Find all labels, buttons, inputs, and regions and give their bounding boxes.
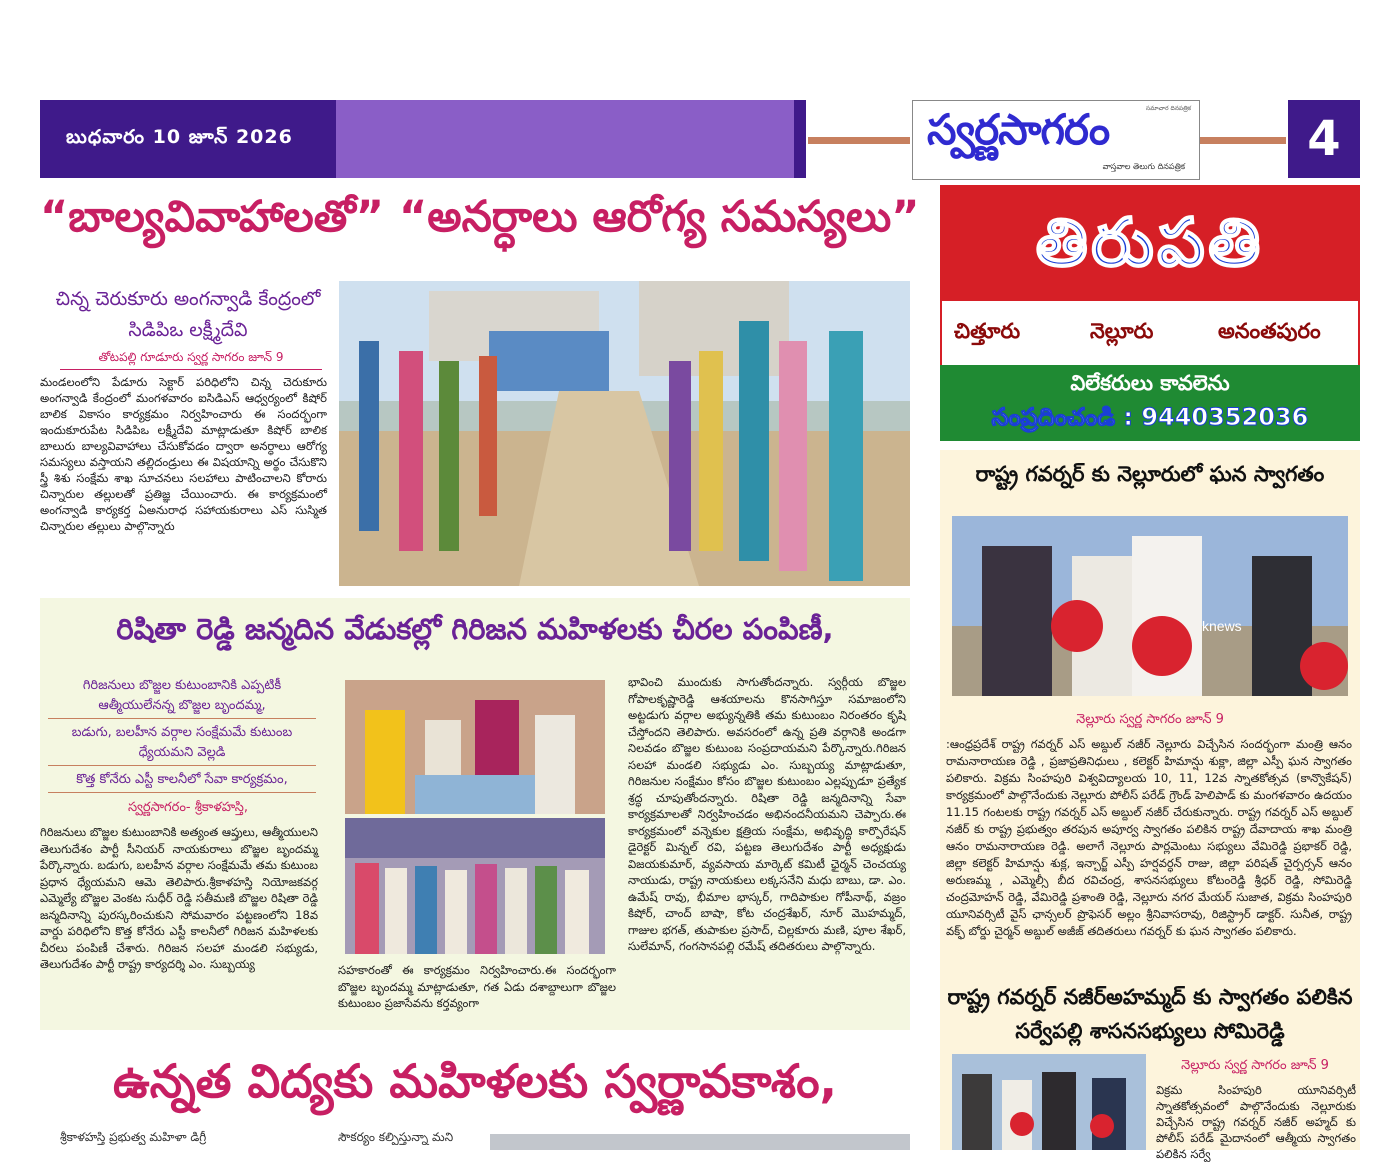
- issue-date: బుధవారం 10 జూన్ 2026: [66, 126, 293, 148]
- header-band: [336, 100, 794, 178]
- article3-headline: ఉన్నత విద్యకు మహిళలకు స్వర్ణావకాశం,: [112, 1054, 837, 1108]
- article3-photo: [490, 1134, 910, 1150]
- header-rule-right: [1200, 137, 1286, 144]
- article1-body: మండలంలోని పేడూరు సెక్టార్ పరిధిలోని చిన్న చెరుకూరు అంగన్వాడి కేంద్రంలో మంగళవారం ఐసిడిఎస్ ఆధ్వర్యంలో కిషోర్ బాలిక వికాసం కార్యక్రమం నిర్వహించారు ఈ సందర్భంగా ఇందుకూరుపేట సిడిపిఒ లక్ష్మీదేవి మాట్లాడుతూ కిషోర్ బాలిక బాలురు బాల్యవివాహాలు చేసుకోవడం ద్వారా అనర్ధాలు ఆరోగ్య సమస్యలు వస్తాయని తల్లిదండ్రులు ఈ విషయాన్ని అర్థం చేసుకొని స్త్రీ శిశు సంక్షేమ శాఖ సూచనలు సలహాలు పాటించాలని కోరారు చిన్నారుల తల్లులతో ప్రతిజ్ఞ చేయించారు. ఈ కార్యక్రమంలో అంగన్వాడి కార్యకర్త ఏఅనురాధ సహాయకురాలు ఎస్ సుస్మిత చిన్నారుల తల్లులు పాల్గొన్నారు: [40, 375, 327, 533]
- masthead-subtitle: వాస్తవాల తెలుగు దినపత్రిక: [1102, 162, 1185, 171]
- sidebar-headline-2: రాష్ట్ర గవర్నర్ నజీర్అహమ్మద్ కు స్వాగతం పలికిన సర్వేపల్లి శాసనసభ్యులు సోమిరెడ్డి: [947, 985, 1353, 1043]
- recruitment-advert: [940, 185, 1360, 441]
- article2-dateline: స్వర్ణసాగరం- శ్రీకాళహస్తి,: [128, 800, 248, 815]
- masthead-logo: [912, 100, 1200, 180]
- sidebar-headline-1: రాష్ట్ర గవర్నర్ కు నెల్లూరులో ఘన స్వాగతం: [975, 462, 1325, 486]
- article2-deck-line: బడుగు, బలహీన వర్గాల సంక్షేమమే కుటుంబ ధ్యేయమని వెల్లడి: [48, 723, 316, 766]
- article2-photo-top: [345, 680, 605, 814]
- advert-contact-text: సంప్రదించండి : 9440352036: [991, 403, 1309, 431]
- article1-photo: [339, 281, 910, 586]
- article2-body-col3: భావించి ముందుకు సాగుతోందన్నారు. స్వర్గీయ బొజ్జల గోపాలకృష్ణారెడ్డి ఆశయాలను కొనసాగిస్తూ సమాజంలోని అట్టడుగు వర్గాల అభ్యున్నతికి తమ కుటుంబం నిరంతరం కృషి చేస్తోందని తెలిపారు. అవసరంలో ఉన్న ప్రతి వర్గానికి అండగా నిలవడం బొజ్జల కుటుంబ సంప్రదాయమని పేర్కొన్నారు.గిరిజన సలహా మండలి సభ్యుడు ఎం. సుబ్బయ్య మాట్లాడుతూ, గిరిజనుల సంక్షేమం కోసం బొజ్జల కుటుంబం ఎల్లప్పుడూ ప్రత్యేక శ్రద్ధ చూపుతోందన్నారు. రిషితా రెడ్డి జన్మదినాన్ని సేవా కార్యక్రమాలతో నిర్వహించడం అభినందనీయమని చెప్పారు.ఈ కార్యక్రమంలో వన్నెకుల క్షత్రియ సంక్షేమ, అభివృద్ధి కార్పొరేషన్ డైరెక్టర్ మిన్నల్ రవి, పట్టణ తెలుగుదేశం పార్టీ అధ్యక్షుడు విజయకుమార్, వ్యవసాయ మార్కెట్ కమిటీ ఛైర్మన్ చెంచయ్య నాయుడు, రాష్ట్ర నాయకులు లక్కసనేని మధు బాబు, డా. ఎం. ఉమేష్ రావు, భీమాల భాస్కర్, గాదిపాకుల గోపీనాథ్, వజ్రం కిషోర్, చాంద్ బాషా, కోట చంద్రశేఖర్, నూర్ మొహమ్మద్, గాజుల భగత్, తుపాకుల ప్రసాద్, చిల్లకూరు మణి, పూల శేఖర్, సులేమాన్, గంగసానపల్లి రమేష్ తదితరులు పాల్గొన్నారు.: [628, 675, 906, 953]
- article2-photo-bottom: [345, 818, 605, 954]
- advert-green-panel: [940, 365, 1360, 441]
- header-rule-left: [808, 137, 910, 144]
- page-number: 4: [1288, 100, 1360, 178]
- photo-watermark: knews: [1202, 618, 1242, 634]
- masthead-tagline: సమాచార దినపత్రిక: [1145, 105, 1191, 112]
- advert-wanted-text: విలేకరులు కావలెను: [1070, 371, 1230, 395]
- article1-headline: “బాల్యవివాహాలతో” “అనర్ధాలు ఆరోగ్య సమస్యలు”: [40, 192, 920, 242]
- sidebar-photo-1: [952, 516, 1348, 696]
- article2-deck: [48, 676, 316, 797]
- article2-deck-line: గిరిజనులు బొజ్జల కుటుంబానికి ఎప్పటికీ ఆత్మీయులేనన్న బొజ్జల బృందమ్మ,: [48, 676, 316, 719]
- sidebar-body-2: విక్రమ సింహపురి యూనివర్సిటీ స్నాతకోత్సవంలో పాల్గొనేందుకు నెల్లూరుకు విచ్చేసిన రాష్ట్ర గవర్నర్ నజీర్ అహ్మద్ కు పోలీస్ పరేడ్ మైదానంలో ఆత్మీయ స్వాగతం పలికిన సర్వే: [1156, 1083, 1356, 1161]
- sidebar-photo-2: [952, 1054, 1146, 1150]
- article2-deck-line: కొత్త కోనేరు ఎస్టీ కాలనీలో సేవా కార్యక్రమం,: [48, 770, 316, 793]
- masthead-title: స్వర్ణసాగరం: [927, 105, 1110, 154]
- sidebar-dateline-2: నెల్లూరు స్వర్ణ సాగరం జూన్ 9: [1181, 1058, 1329, 1073]
- article2-headline: రిషితా రెడ్డి జన్మదిన వేడుకల్లో గిరిజన మహిళలకు చీరల పంపిణీ,: [116, 612, 834, 646]
- sidebar-dateline-1: నెల్లూరు స్వర్ణ సాగరం జూన్ 9: [1076, 712, 1224, 727]
- article3-body-start-col2: సౌకర్యం కల్పిస్తున్నా మని: [338, 1130, 454, 1144]
- sidebar-body-1: :ఆంధ్రప్రదేశ్ రాష్ట్ర గవర్నర్ ఎస్ అబ్దుల్ నజీర్ నెల్లూరు విచ్చేసిన సందర్భంగా మంత్రి ఆనం రామనారాయణ రెడ్డి , ప్రజాప్రతినిధులు , కలెక్టర్ హిమాన్షు శుక్లా, జిల్లా ఎస్పీ ఘన స్వాగతం పలికారు. విక్రమ సింహపురి విశ్వవిద్యాలయ 10, 11, 12వ స్నాతకోత్సవ (కాన్వొకేషన్) కార్యక్రమంలో పాల్గొనేందుకు నెల్లూరు పోలీస్ పరేడ్ గ్రౌండ్ హెలిపాడ్ కు మంగళవారం ఉదయం 11.15 గంటలకు రాష్ట్ర గవర్నర్ ఎస్ అబ్దుల్ నజీర్ చేరుకున్నారు. రాష్ట్ర గవర్నర్ ఎస్ అబ్దుల్ నజీర్ కు రాష్ట్ర ప్రభుత్వం తరపున అపూర్వ స్వాగతం పలికిన రాష్ట్ర దేవాదాయ శాఖ మంత్రి ఆనం రామనారాయణ రెడ్డి. అలాగే నెల్లూరు పార్లమెంటు సభ్యులు వేమిరెడ్డి ప్రభాకర్ రెడ్డి, జిల్లా కలెక్టర్ హిమాన్షు శుక్ల, ఇన్చార్జ్ ఎస్పీ హర్షవర్ధన్ రాజు, జిల్లా పరిషత్ చైర్పర్సన్ ఆనం అరుణమ్మ , ఎమ్మెల్సీ బీద రవిచంద్ర, శాసనసభ్యులు కోటంరెడ్డి శ్రీధర్ రెడ్డి, సోమిరెడ్డి చంద్రమోహన్ రెడ్డి, వేమిరెడ్డి ప్రశాంతి రెడ్డి, నెల్లూరు నగర మేయర్ సుజాత, విక్రమ సింహపురి యూనివర్సిటీ వైస్ ఛాన్సలర్ ప్రొఫెసర్ అల్లం శ్రీనివాసరావు, రిజిస్ట్రార్ డాక్టర్. సునీత, రాష్ట్ర వక్ఫ్ బోర్డు చైర్మన్ అబ్దుల్ అజీజ్ తదితరులు గవర్నర్ కు ఘన స్వాగతం పలికారు.: [946, 737, 1352, 938]
- advert-title: తిరుపతి: [1035, 204, 1265, 281]
- date-bar: [40, 100, 336, 178]
- article2-body-col1: గిరిజనులు బొజ్జల కుటుంబానికి అత్యంత ఆప్తులు, ఆత్మీయులని తెలుగుదేశం పార్టీ సీనియర్ నాయకురాలు బొజ్జల బృందమ్మ పేర్కొన్నారు. బడుగు, బలహీన వర్గాల సంక్షేమమే తమ కుటుంబ ప్రధాన ధ్యేయమని ఆమె తెలిపారు.శ్రీకాళహస్తి నియోజకవర్గ ఎమ్మెల్యే బొజ్జల వెంకట సుధీర్ రెడ్డి సతీమణి బొజ్జల రిషితా రెడ్డి జన్మదినాన్ని పురస్కరించుకుని సోమవారం పట్టణంలోని 18వ వార్డు పరిధిలోని కొత్త కోనేరు ఎస్టీ కాలనీలో గిరిజన మహిళలకు చీరలు పంపిణీ చేశారు. గిరిజన సలహా మండలి సభ్యుడు, తెలుగుదేశం పార్టీ రాష్ట్ర కార్యదర్శి ఎం. సుబ్బయ్య: [40, 825, 318, 971]
- article3-body-start: శ్రీకాళహస్తి ప్రభుత్వ మహిళా డిగ్రీ: [60, 1130, 207, 1144]
- advert-districts: [940, 301, 1360, 365]
- article1-deck: చిన్న చెరుకూరు అంగన్వాడి కేంద్రంలో సిడిపిఒ లక్ష్మీదేవి: [55, 288, 321, 341]
- article2-body-col2: సహకారంతో ఈ కార్యక్రమం నిర్వహించారు.ఈ సందర్భంగా బొజ్జల బృందమ్మ మాట్లాడుతూ, గత ఏడు దశాబ్దాలుగా బొజ్జల కుటుంబం ప్రజాసేవను కర్తవ్యంగా: [338, 963, 616, 1010]
- article1-dateline: తోటపల్లి గూడూరు స్వర్ణ సాగరం జూన్ 9: [60, 350, 322, 370]
- advert-district: చిత్తూరు: [954, 319, 1021, 343]
- advert-district: అనంతపురం: [1218, 319, 1321, 343]
- header-band-edge: [794, 100, 806, 178]
- advert-district: నెల్లూరు: [1090, 319, 1154, 343]
